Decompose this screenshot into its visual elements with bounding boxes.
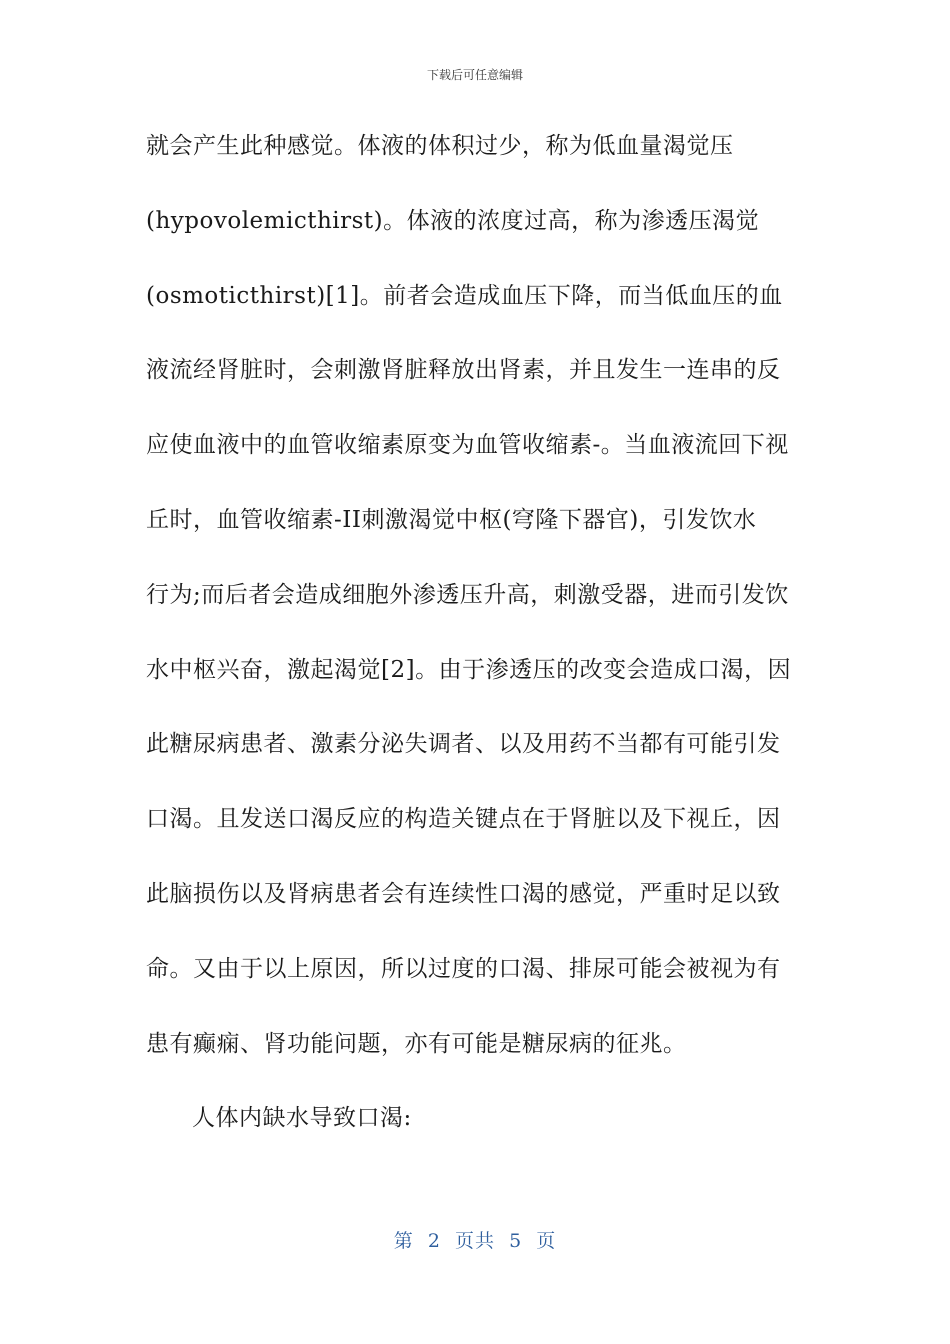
- paragraph-line: 应使血液中的血管收缩素原变为血管收缩素-。当血液流回下视: [146, 432, 789, 459]
- paragraph-line: (osmoticthirst)[1]。前者会造成血压下降，而当低血压的血: [146, 282, 783, 309]
- paragraph-line: 此糖尿病患者、激素分泌失调者、以及用药不当都有可能引发: [146, 731, 781, 758]
- paragraph-line: 患有癫痫、肾功能问题，亦有可能是糖尿病的征兆。: [146, 1030, 687, 1057]
- document-body: [146, 124, 806, 1171]
- section-heading: 人体内缺水导致口渴:: [192, 1105, 412, 1132]
- paragraph-line: 行为;而后者会造成细胞外渗透压升高，刺激受器，进而引发饮: [146, 581, 789, 608]
- page-header: 下载后可任意编辑: [426, 68, 523, 82]
- paragraph-line: 此脑损伤以及肾病患者会有连续性口渴的感觉，严重时足以致: [146, 880, 781, 907]
- page-number: 第 2 页共 5 页: [393, 1230, 557, 1252]
- paragraph-line: (hypovolemicthirst)。体液的浓度过高，称为渗透压渴觉: [146, 207, 760, 234]
- paragraph-line: 丘时，血管收缩素-II刺激渴觉中枢(穹隆下器官)，引发饮水: [146, 506, 757, 533]
- paragraph-line: 水中枢兴奋，激起渴觉[2]。由于渗透压的改变会造成口渴，因: [146, 656, 792, 683]
- paragraph-line: 命。又由于以上原因，所以过度的口渴、排尿可能会被视为有: [146, 955, 781, 982]
- paragraph-line: 液流经肾脏时，会刺激肾脏释放出肾素，并且发生一连串的反: [146, 357, 781, 384]
- paragraph-line: 口渴。且发送口渴反应的构造关键点在于肾脏以及下视丘，因: [146, 806, 781, 833]
- paragraph-line: 就会产生此种感觉。体液的体积过少，称为低血量渴觉压: [146, 133, 734, 159]
